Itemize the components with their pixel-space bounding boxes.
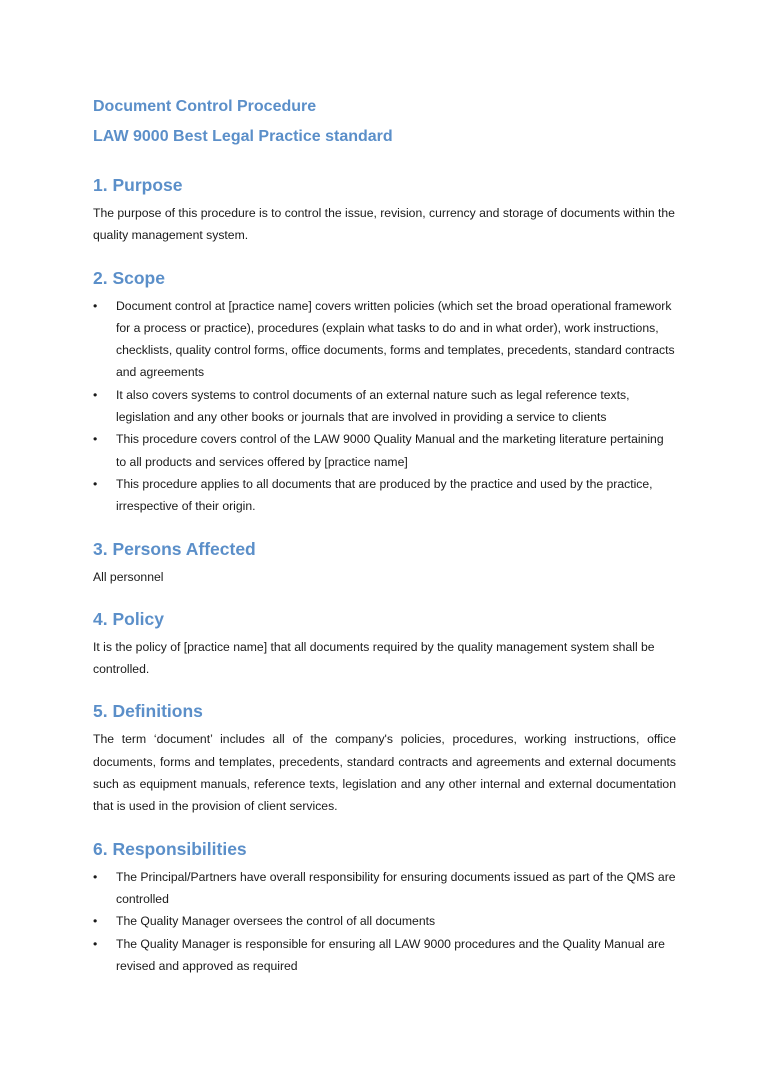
policy-text: It is the policy of [practice name] that all documents required by the quality management system shall be controlled. — [93, 639, 655, 677]
section-policy — [93, 606, 676, 681]
responsibilities-list — [93, 866, 676, 977]
definitions-text: The term ‘document’ includes all of the company's policies, procedures, working instructions, office documents, forms and templates, precedents, standard contracts and agreements and external documents such as equipment manuals, reference texts, legislation and any other internal and external documentation that is used in the provision of client services. — [93, 732, 676, 814]
section-purpose — [93, 172, 676, 247]
bullet-icon: • — [93, 869, 98, 884]
list-item-text: This procedure covers control of the LAW 9000 Quality Manual and the marketing literature pertaining to all products and services offered by [practice name] — [116, 432, 664, 469]
purpose-text: The purpose of this procedure is to control the issue, revision, currency and storage of documents within the quality management system. — [93, 206, 675, 243]
document-subtitle: LAW 9000 Best Legal Practice standard — [93, 128, 393, 145]
list-item-text: Document control at [practice name] covers written policies (which set the broad operational framework for a process or practice), procedures (explain what tasks to do and in what order), work instructions, checklists, quality control forms, office documents, forms and templates, precedents, standard contracts and agreements — [116, 298, 675, 380]
section-responsibilities — [93, 836, 676, 977]
list-item — [93, 910, 676, 932]
list-item — [93, 866, 676, 911]
bullet-icon: • — [93, 387, 98, 402]
bullet-icon: • — [93, 476, 98, 491]
section-heading: 1. Purpose — [93, 175, 183, 195]
bullet-icon: • — [93, 914, 98, 929]
list-item — [93, 295, 676, 384]
list-item — [93, 384, 676, 429]
section-heading: 4. Policy — [93, 608, 165, 629]
section-heading: 5. Definitions — [93, 701, 203, 722]
section-heading: 2. Scope — [93, 267, 165, 288]
bullet-icon: • — [93, 432, 98, 447]
list-item-text: It also covers systems to control documents of an external nature such as legal reference texts, legislation and any other books or journals that are involved in providing a service to clients — [116, 387, 630, 425]
section-heading: 3. Persons Affected — [93, 538, 256, 559]
bullet-icon: • — [93, 298, 98, 313]
list-item-text: The Quality Manager is responsible for ensuring all LAW 9000 procedures and the Quality Manual are revised and approved as required — [116, 936, 665, 973]
bullet-icon: • — [93, 936, 98, 951]
section-scope — [93, 265, 676, 518]
document-title: Document Control Procedure — [93, 98, 317, 115]
persons-affected-text: All personnel — [93, 569, 164, 584]
list-item-text: This procedure applies to all documents that are produced by the practice and used by the practice, irrespective of their origin. — [116, 476, 653, 514]
list-item — [93, 933, 676, 978]
list-item — [93, 473, 676, 518]
section-persons-affected — [93, 536, 676, 588]
list-item — [93, 428, 676, 473]
list-item-text: The Principal/Partners have overall responsibility for ensuring documents issued as part of the QMS are controlled — [116, 869, 676, 906]
list-item-text: The Quality Manager oversees the control of all documents — [116, 914, 436, 929]
section-definitions — [93, 698, 676, 817]
section-heading: 6. Responsibilities — [93, 838, 247, 859]
document-page — [93, 92, 676, 977]
scope-list — [93, 295, 676, 518]
